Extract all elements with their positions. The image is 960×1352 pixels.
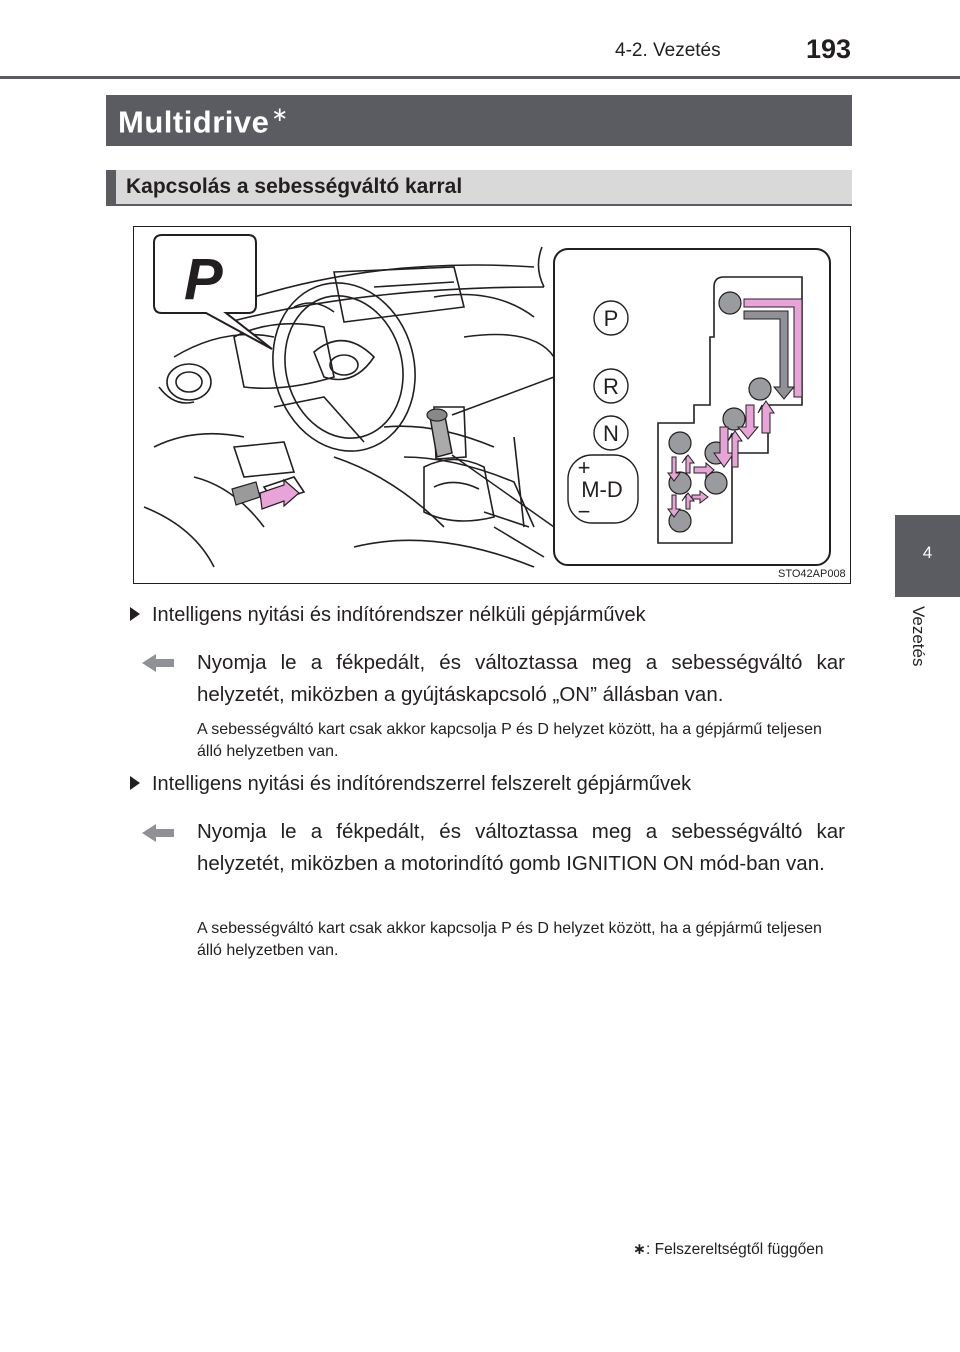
page-number: 193 [806,34,852,64]
chapter-label-vertical [904,606,932,686]
chapter-label: Vezetés [909,606,928,667]
note-text-2: A sebességváltó kart csak akkor kapcsolja P és D helyzet között, ha a gépjármű teljesen álló helyzetben van. [197,920,822,959]
left-arrow-icon [140,652,176,674]
gate-n-label: N [603,421,619,446]
footnote [633,1240,824,1259]
figure-svg [134,227,851,584]
figure-code: STO42AP008 [778,568,846,580]
indicator-letter: P [184,247,223,312]
gate-r-label: R [603,374,619,399]
chapter-title-bar [106,95,852,146]
footnote-asterisk: ∗ [633,1241,646,1258]
note-text-1: A sebességváltó kart csak akkor kapcsolja P és D helyzet között, ha a gépjármű teljesen álló helyzetben van. [197,721,822,760]
gate-detail-panel [554,249,830,565]
bullet-heading-text: Intelligens nyitási és indítórendszerrel felszerelt gépjárművek [152,773,692,795]
page-title-text: Multidrive [118,104,270,140]
page-title [118,102,289,140]
left-arrow-icon [140,822,176,844]
gear-knob [427,409,452,457]
chapter-number: 4 [922,543,933,562]
footnote-text: : Felszereltségtől függően [646,1241,824,1258]
triangle-bullet-icon [130,776,140,790]
indicator-callout [154,235,272,349]
instruction-text-1: Nyomja le a fékpedált, és változtassa meg a sebességváltó kar helyzetét, miközben a gyújtáskapcsoló „ON” állásban van. [197,651,845,706]
triangle-bullet-icon [130,607,140,621]
brake-pedal [232,480,299,509]
gate-p-label: P [603,306,619,331]
subsection-title: Kapcsolás a sebességváltó karral [126,175,463,198]
bullet-heading-1 [130,604,646,627]
instruction-text-2: Nyomja le a fékpedált, és változtassa meg a sebességváltó kar helyzetét, miközben a motorindító gomb IGNITION ON mód-ban van. [197,820,845,875]
gate-minus-label: − [577,499,591,524]
title-asterisk: ∗ [271,104,289,126]
section-title: 4-2. Vezetés [615,40,721,61]
bullet-heading-2 [130,773,691,796]
subsection-bar [106,170,852,206]
bullet-heading-text: Intelligens nyitási és indítórendszer nélküli gépjárművek [152,604,646,626]
header-divider [0,76,960,79]
shift-lever-illustration [133,226,851,584]
chapter-tab [895,515,960,597]
gate-plus-label: + [577,455,591,480]
gate-md-label: M-D [581,477,623,502]
